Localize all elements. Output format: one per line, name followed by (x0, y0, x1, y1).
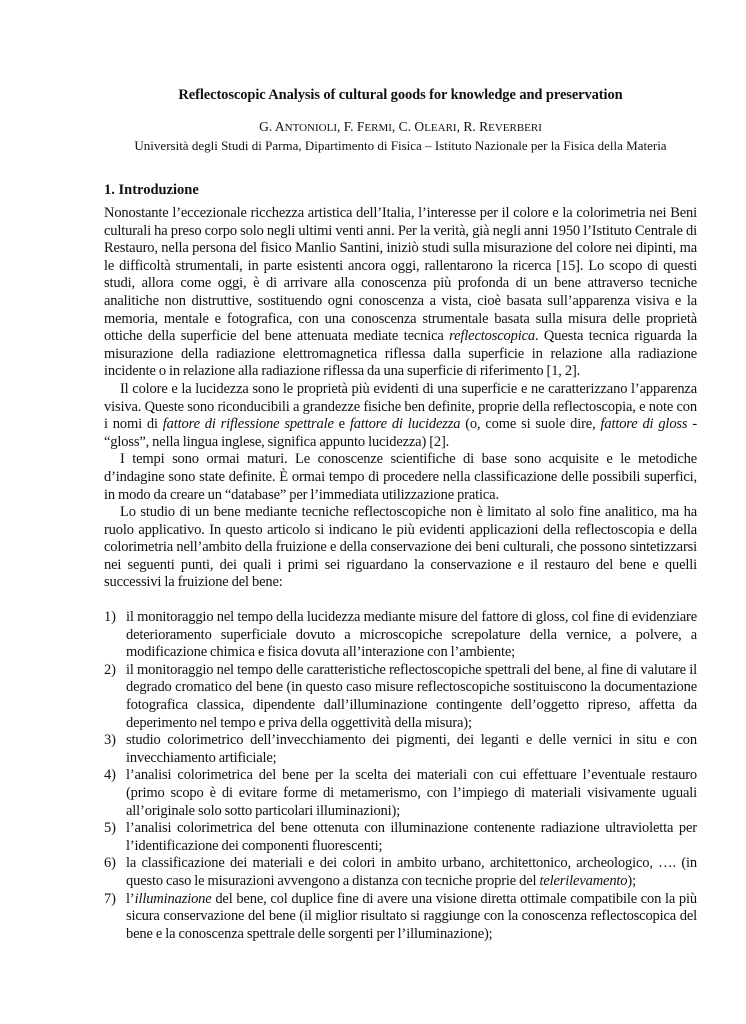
list-item (104, 609, 697, 662)
list-item (104, 855, 697, 890)
paper-authors: G. ANTONIOLI, F. FERMI, C. OLEARI, R. REVERBERI (259, 119, 542, 134)
paper-page (104, 86, 697, 943)
list-item-text: studio colorimetrico dell’invecchiamento dei pigmenti, dei leganti e delle vernici in situ e con invecchiamento artificiale; (126, 732, 697, 766)
list-item (104, 891, 697, 944)
application-list (104, 609, 697, 943)
list-item-text: l’analisi colorimetrica del bene ottenuta con illuminazione contenente radiazione ultravioletta per l’identificazione dei componenti fluorescenti; (126, 820, 697, 854)
paper-affiliation: Università degli Studi di Parma, Dipartimento di Fisica – Istituto Nazionale per la Fisica della Materia (134, 138, 667, 153)
list-item-text: l’illuminazione del bene, col duplice fine di avere una visione diretta ottimale compatibile con la più sicura conservazione del bene (il miglior risultato si raggiunge con la conoscenza reflectoscopica del bene e la conoscenza spettrale delle sorgenti per l’illuminazione); (126, 890, 697, 942)
list-item-number: 5) (104, 820, 116, 837)
list-item-number: 2) (104, 661, 116, 678)
paper-title: Reflectoscopic Analysis of cultural goods for knowledge and preservation (178, 87, 623, 103)
paragraph-4: Lo studio di un bene mediante tecniche reflectoscopiche non è limitato al solo fine analitico, ma ha ruolo applicativo. In questo articolo si indicano le più evidenti applicazioni della reflectoscopia e della colorimetria nell’ambito della fruizione e della conservazione dei beni culturali, che possono sintetizzarsi nei seguenti punti, dei quali i primi sei riguardano la conservazione e il restauro del bene e quelli successivi la fruizione del bene: (104, 504, 697, 591)
list-item-text: l’analisi colorimetrica del bene per la scelta dei materiali con cui effettuare l’eventuale restauro (primo scopo è di evitare forme di metamerismo, con l’impiego di materiali visivamente uguali all’originale solo sotto particolari illuminazioni); (126, 767, 697, 819)
paragraph-1: Nonostante l’eccezionale ricchezza artistica dell’Italia, l’interesse per il colore e la colorimetria nei Beni culturali ha preso corpo solo negli ultimi venti anni. Per la verità, già negli anni 1950 l’Istituto Centrale di Restauro, nella persona del fisico Manlio Santini, iniziò studi sulla misurazione del colore nei dipinti, ma le difficoltà strumentali, in parte esistenti ancora oggi, rallentarono la ricerca [15]. Lo scopo di questi studi, allora come oggi, è di arrivare alla conoscenza più profonda di un bene attraverso tecniche analitiche non distruttive, sostituendo ogni conoscenza a vista, cioè basata sull’apparenza visiva e la memoria, mentale e fotografica, con una conoscenza strumentale basata sulla misura delle proprietà ottiche della superficie del bene attenuata mediate tecnica reflectoscopica. Questa tecnica riguarda la misurazione della radiazione elettromagnetica riflessa dalla superficie in relazione alla radiazione incidente o in relazione alla radiazione riflessa da una superficie di riferimento [1, 2]. (104, 205, 697, 380)
list-item (104, 767, 697, 820)
list-item (104, 820, 697, 855)
list-item-text: la classificazione dei materiali e dei colori in ambito urbano, architettonico, archeologico, …. (in questo caso le misurazioni avvengono a distanza con tecniche proprie del telerilevamento); (126, 855, 697, 889)
list-item (104, 662, 697, 732)
list-item-number: 4) (104, 767, 116, 784)
list-item-number: 3) (104, 732, 116, 749)
list-item-text: il monitoraggio nel tempo della lucidezza mediante misure del fattore di gloss, col fine di evidenziare deterioramento superficiale dovuto a microscopiche screpolature della vernice, a polvere, a modificazione chimica e fisica dovuta all’interazione con l’ambiente; (126, 609, 697, 661)
list-item (104, 732, 697, 767)
list-item-number: 7) (104, 890, 116, 907)
paragraph-3: I tempi sono ormai maturi. Le conoscenze scientifiche di base sono acquisite e le metodiche d’indagine sono state definite. È ormai tempo di procedere nella classificazione delle possibili superfici, in modo da creare un “database” per l’immediata utilizzazione pratica. (104, 451, 697, 503)
list-item-text: il monitoraggio nel tempo delle caratteristiche reflectoscopiche spettrali del bene, al fine di valutare il degrado cromatico del bene (in questo caso misure reflectoscopiche sostituiscono la documentazione fotografica classica, dipendente dall’illuminazione contingente dell’oggetto ripreso, affetta da deperimento nel tempo e priva della oggettività della misura); (126, 661, 697, 731)
list-item-number: 1) (104, 609, 116, 626)
paragraph-2: Il colore e la lucidezza sono le proprietà più evidenti di una superficie e ne caratterizzano l’apparenza visiva. Queste sono riconducibili a grandezze fisiche ben definite, proprie della reflectoscopia, e note con i nomi di fattore di riflessione spettrale e fattore di lucidezza (o, come si suole dire, fattore di gloss - “gloss”, nella lingua inglese, significa appunto lucidezza) [2]. (104, 380, 697, 450)
section-heading: 1. Introduzione (104, 182, 199, 198)
list-item-number: 6) (104, 855, 116, 872)
